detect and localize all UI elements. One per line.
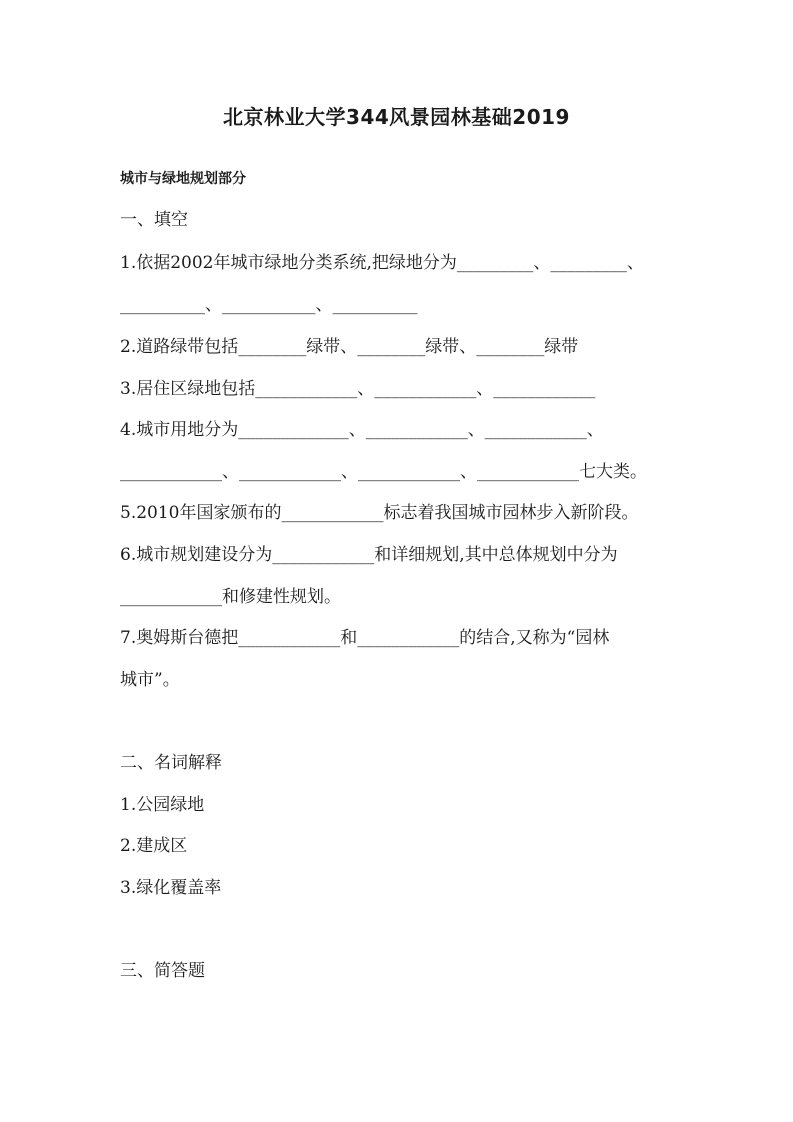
part2-heading: 二、名词解释 bbox=[120, 753, 222, 773]
question-3: 3.居住区绿地包括____________、____________、____________ bbox=[120, 379, 596, 399]
document-title: 北京林业大学344风景园林基础2019 bbox=[223, 105, 570, 129]
question-1-line-1: 1.依据2002年城市绿地分类系统,把绿地分为_________、_________、 bbox=[120, 253, 644, 273]
term-item: 2.建成区 bbox=[120, 836, 188, 856]
question-4-line-2: ____________、____________、____________、____________七大类。 bbox=[120, 462, 647, 482]
question-1-line-2: __________、___________、__________ bbox=[120, 295, 418, 315]
question-4-line-1: 4.城市用地分为_____________、____________、____________、 bbox=[120, 420, 604, 440]
part3-heading: 三、简答题 bbox=[120, 961, 205, 981]
question-6-line-1: 6.城市规划建设分为____________和详细规划,其中总体规划中分为 bbox=[120, 545, 618, 565]
question-6-line-2: ____________和修建性规划。 bbox=[120, 587, 341, 607]
question-5: 5.2010年国家颁布的____________标志着我国城市园林步入新阶段。 bbox=[120, 503, 639, 523]
question-2: 2.道路绿带包括________绿带、________绿带、________绿带 bbox=[120, 337, 579, 357]
question-7-line-2: 城市”。 bbox=[120, 670, 180, 690]
question-7-line-1: 7.奥姆斯台德把____________和____________的结合,又称为“园林 bbox=[120, 628, 610, 648]
term-item: 3.绿化覆盖率 bbox=[120, 878, 222, 898]
part1-heading: 一、填空 bbox=[120, 210, 188, 230]
section-heading: 城市与绿地规划部分 bbox=[120, 171, 246, 187]
term-item: 1.公园绿地 bbox=[120, 795, 205, 815]
